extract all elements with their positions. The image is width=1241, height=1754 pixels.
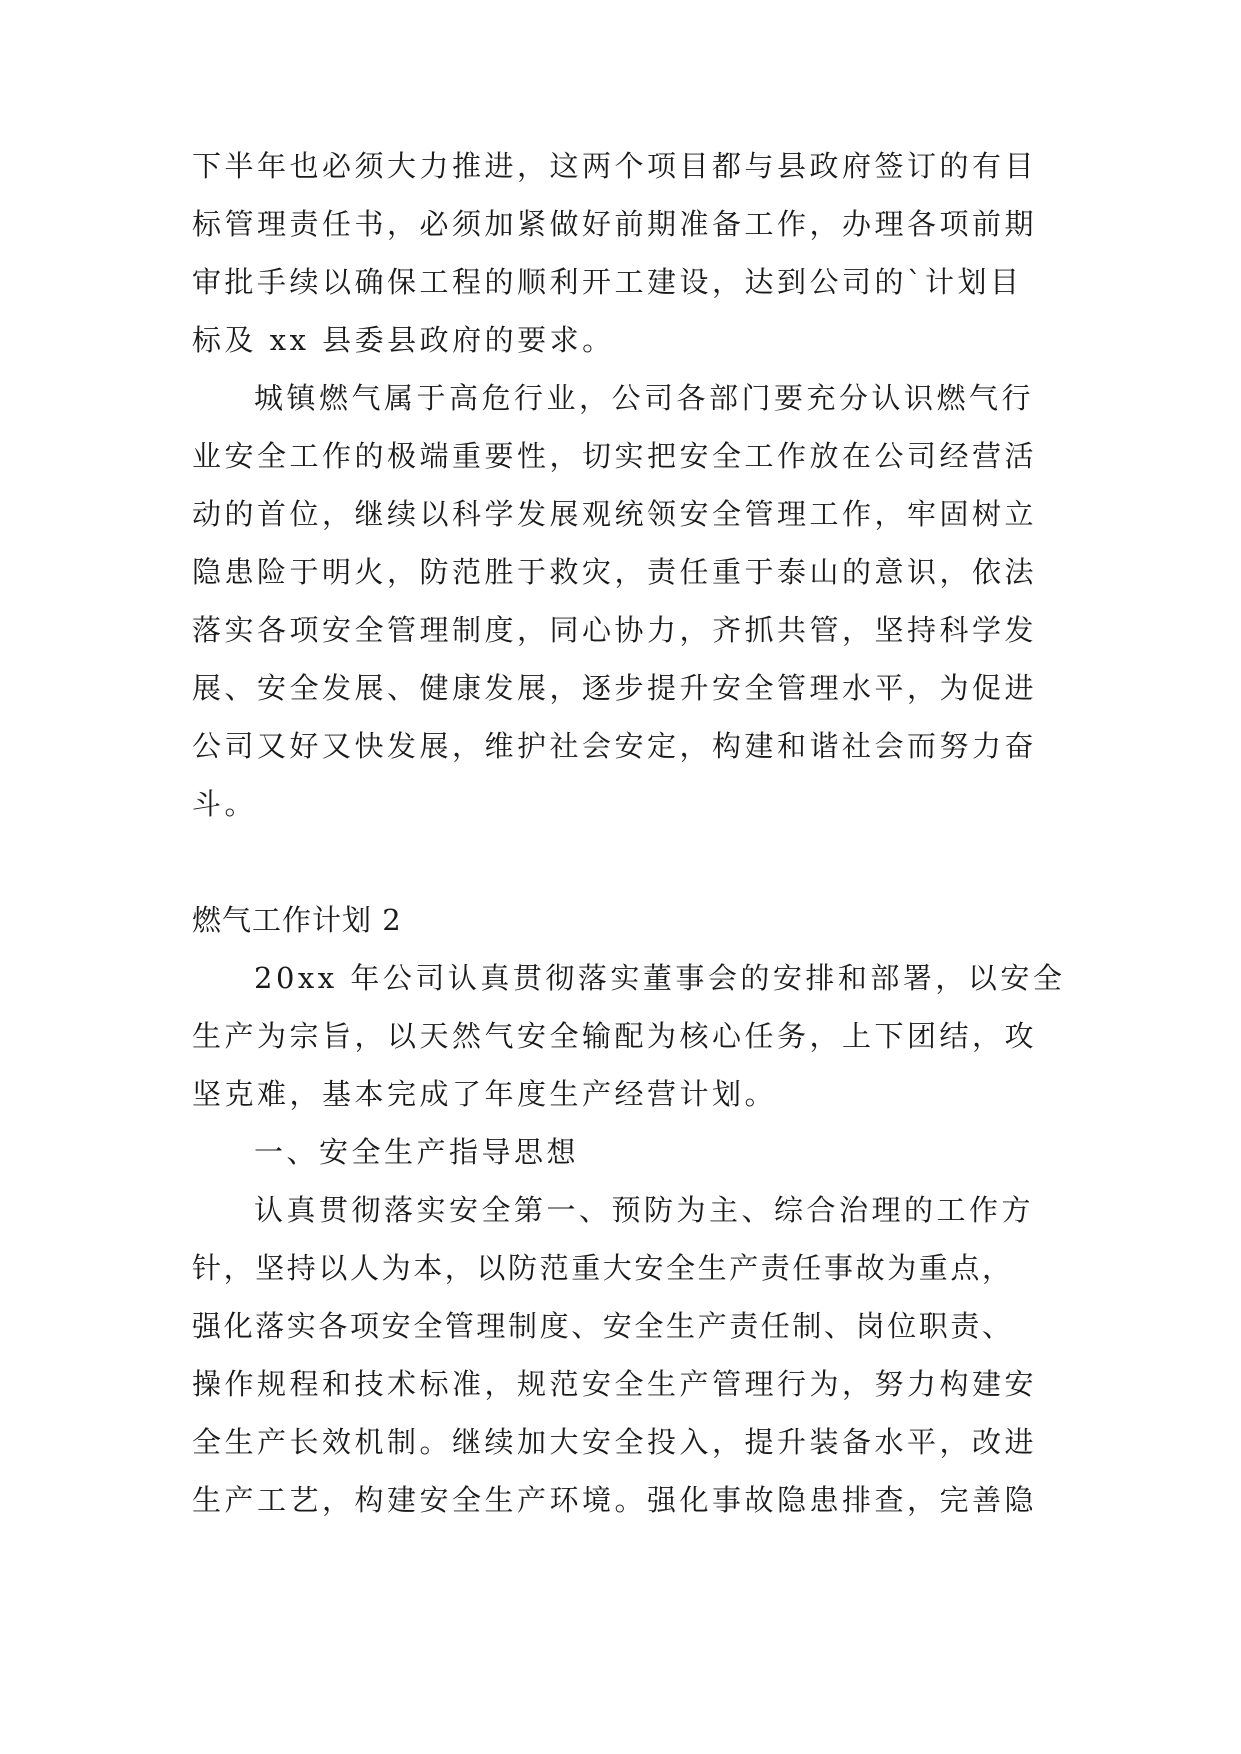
paragraph-line: 落实各项安全管理制度，同心协力，齐抓共管，坚持科学发 [192, 613, 1038, 647]
paragraph-line: 动的首位，继续以科学发展观统领安全管理工作，牢固树立 [192, 497, 1038, 531]
paragraph-line: 隐患险于明火，防范胜于救灾，责任重于泰山的意识，依法 [192, 555, 1038, 589]
paragraph-line: 标及 xx 县委县政府的要求。 [192, 323, 615, 357]
paragraph-line: 公司又好又快发展，维护社会安定，构建和谐社会而努力奋 [192, 729, 1038, 763]
paragraph-line: 20xx 年公司认真贯彻落实董事会的安排和部署，以安全 [254, 961, 1066, 995]
paragraph-line: 展、安全发展、健康发展，逐步提升安全管理水平，为促进 [192, 671, 1038, 705]
paragraph-line: 强化落实各项安全管理制度、安全生产责任制、岗位职责、 [192, 1309, 1014, 1343]
paragraph-line: 认真贯彻落实安全第一、预防为主、综合治理的工作方 [254, 1193, 1035, 1227]
paragraph-line: 全生产长效机制。继续加大安全投入，提升装备水平，改进 [192, 1425, 1038, 1459]
paragraph-line: 城镇燃气属于高危行业，公司各部门要充分认识燃气行 [254, 381, 1035, 415]
paragraph-line: 审批手续以确保工程的顺利开工建设，达到公司的`计划目 [192, 265, 1023, 299]
paragraph-line: 斗。 [192, 787, 258, 821]
paragraph-line: 针，坚持以人为本，以防范重大安全生产责任事故为重点， [192, 1251, 1014, 1285]
paragraph-line: 生产为宗旨，以天然气安全输配为核心任务，上下团结，攻 [192, 1019, 1038, 1053]
paragraph-line: 生产工艺，构建安全生产环境。强化事故隐患排查，完善隐 [192, 1483, 1038, 1517]
paragraph-line: 业安全工作的极端重要性，切实把安全工作放在公司经营活 [192, 439, 1038, 473]
paragraph-line: 标管理责任书，必须加紧做好前期准备工作，办理各项前期 [192, 207, 1038, 241]
paragraph-line: 下半年也必须大力推进，这两个项目都与县政府签订的有目 [192, 149, 1038, 183]
paragraph-line: 操作规程和技术标准，规范安全生产管理行为，努力构建安 [192, 1367, 1038, 1401]
section-heading: 燃气工作计划 2 [192, 903, 402, 937]
subsection-heading: 一、安全生产指导思想 [254, 1135, 580, 1169]
paragraph-line: 坚克难，基本完成了年度生产经营计划。 [192, 1077, 778, 1111]
